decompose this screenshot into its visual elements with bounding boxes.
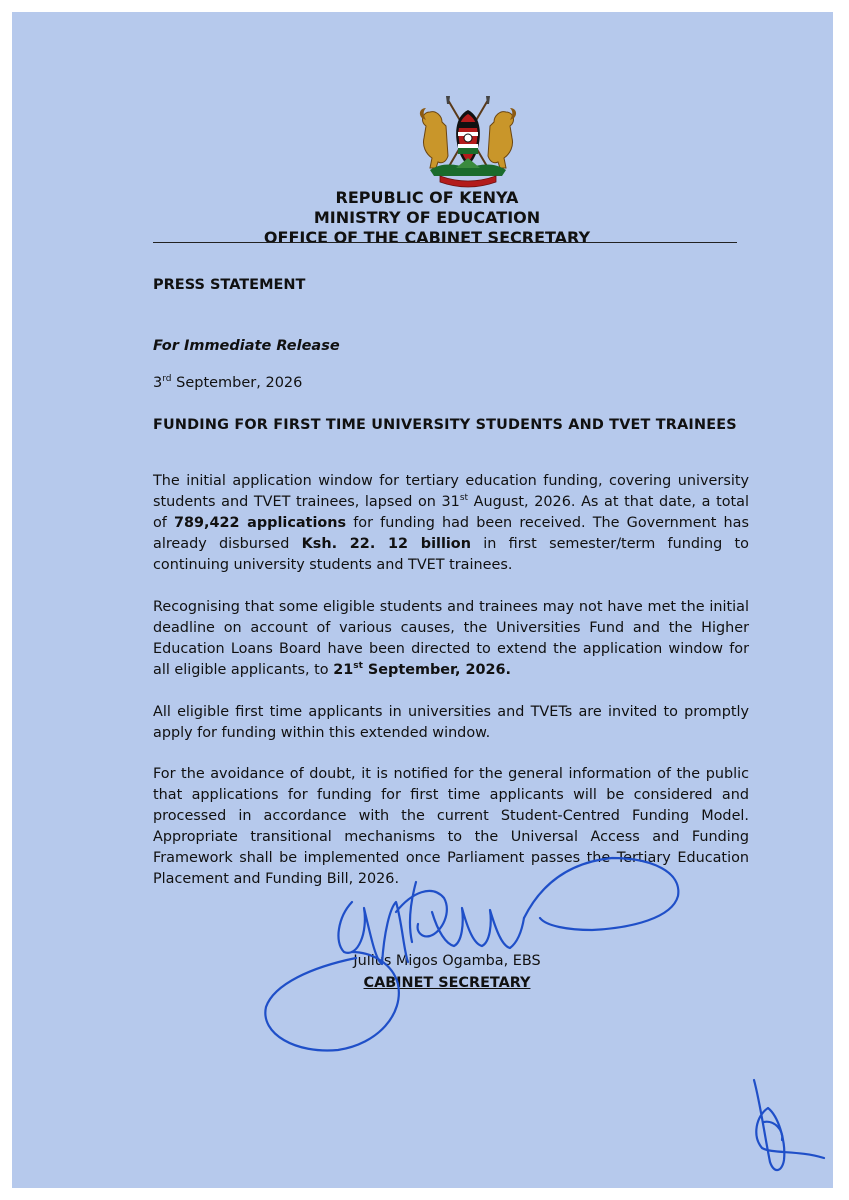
deadline-rest: September, 2026. (362, 662, 511, 678)
applications-count: 789,422 applications (174, 515, 347, 531)
statement-heading: FUNDING FOR FIRST TIME UNIVERSITY STUDENTS AND TVET TRAINEES (153, 417, 737, 433)
press-statement-page (12, 12, 833, 1188)
p1-text-c: for funding had been received. The Government has already disbursed (153, 515, 749, 552)
letterhead-office: OFFICE OF THE CABINET SECRETARY (263, 228, 591, 247)
paragraph-1 (153, 471, 749, 576)
release-note: For Immediate Release (153, 338, 340, 354)
extended-deadline (333, 662, 511, 678)
p1-sup: st (459, 493, 469, 504)
p1-text-a: The initial application window for tertiary education funding, covering university students and TVET trainees, lapsed on 31 (153, 473, 749, 510)
statement-date (153, 373, 302, 394)
p2-text-a: Recognising that some eligible students and trainees may not have met the initial deadline on account of various causes, the Universities Fund and the Higher Education Loans Board have been directed to extend the application window for all eligible applicants, to (153, 599, 749, 678)
date-day: 3 (153, 375, 163, 391)
deadline-day: 21 (333, 662, 354, 678)
p1-text-b: August, 2026. As at that date, a total of (153, 494, 749, 531)
date-suffix: rd (162, 374, 172, 385)
kenya-coat-of-arms-icon (412, 96, 524, 188)
signatory-title: CABINET SECRETARY (363, 975, 531, 991)
paragraph-3: All eligible first time applicants in universities and TVETs are invited to promptly apply for funding within this extended window. (153, 704, 749, 741)
disbursed-amount: Ksh. 22. 12 billion (301, 536, 471, 552)
letterhead-republic: REPUBLIC OF KENYA (335, 188, 519, 207)
deadline-sup: st (353, 661, 363, 672)
paragraph-2 (153, 597, 749, 681)
letterhead-divider (153, 242, 737, 243)
signatory-name: Julius Migos Ogamba, EBS (353, 953, 541, 969)
date-rest: September, 2026 (171, 375, 303, 391)
statement-type: PRESS STATEMENT (153, 277, 306, 293)
letterhead-ministry: MINISTRY OF EDUCATION (313, 208, 541, 227)
paragraph-4: For the avoidance of doubt, it is notified for the general information of the public that applications for funding for first time applicants will be considered and processed in accordance with the current Student-Centred Funding Model. Appropriate transitional mechanisms to the Universal Access and Funding Framework shall be implemented once Parliament passes the Tertiary Education Placement and Funding Bill, 2026. (153, 766, 749, 887)
p1-text-d: in first semester/term funding to continuing university students and TVET trainees. (153, 536, 749, 573)
